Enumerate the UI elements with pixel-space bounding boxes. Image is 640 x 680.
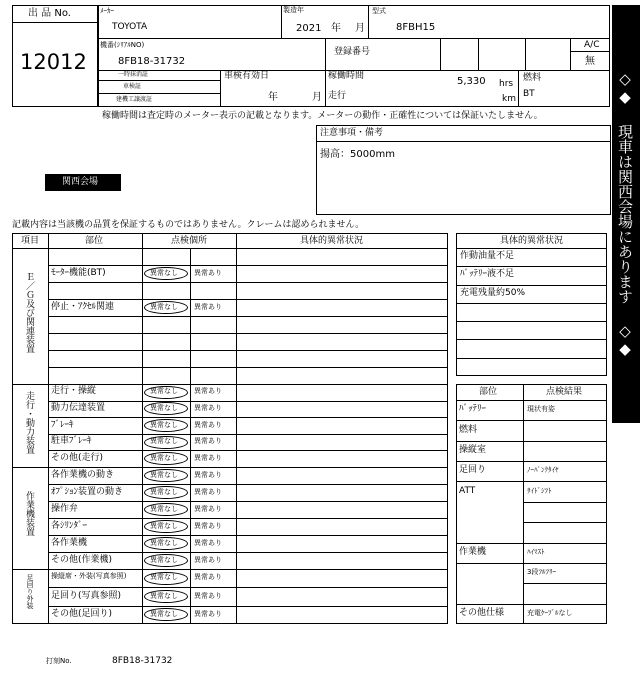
check-ok-option[interactable]: 異常なし bbox=[150, 538, 178, 547]
cert3-label: 建機工譲渡証 bbox=[116, 96, 153, 103]
year-unit: 年 bbox=[331, 23, 341, 34]
result-value: 3段ﾌﾙﾌﾘｰ bbox=[527, 568, 556, 577]
check-ng-option[interactable]: 異常あり bbox=[194, 538, 222, 547]
check-ok-option[interactable]: 異常なし bbox=[150, 437, 178, 446]
travel-label: 走行 bbox=[328, 91, 347, 101]
quality-disclaimer: 記載内容は当該機の品質を保証するものではありません。クレームは認められません。 bbox=[12, 220, 365, 230]
check-ng-option[interactable]: 異常あり bbox=[194, 302, 222, 311]
selected-circle-mark bbox=[144, 486, 188, 499]
detail-row-text: 充電残量約50% bbox=[460, 287, 526, 298]
hours-value: 5,330 bbox=[457, 76, 486, 87]
part-label: 走行・操縦 bbox=[51, 386, 97, 397]
selected-circle-mark bbox=[144, 469, 188, 482]
result-part-label: 足回り bbox=[459, 465, 487, 476]
inspection-label: 車検有効日 bbox=[224, 71, 270, 81]
check-ng-option[interactable]: 異常あり bbox=[194, 453, 222, 462]
part-label: ﾌﾞﾚｰｷ bbox=[51, 419, 74, 430]
right-detail-header: 具体的異常状況 bbox=[500, 236, 564, 246]
result-value: ｻｲﾄﾞｼﾌﾄ bbox=[527, 486, 552, 495]
detail-row-text: ﾊﾞｯﾃﾘｰ液不足 bbox=[460, 269, 515, 280]
result-part-label: 燃料 bbox=[459, 424, 478, 435]
cert2-label: 車検証 bbox=[123, 83, 142, 90]
result-part-label: その他仕様 bbox=[459, 607, 505, 618]
lot-number: 12012 bbox=[20, 50, 87, 74]
part-label: 足回り(写真参照) bbox=[51, 590, 122, 601]
selected-circle-mark bbox=[144, 267, 188, 280]
part-label: ﾓｰﾀｰ機能(BT) bbox=[51, 267, 106, 278]
fuel-value: BT bbox=[523, 89, 535, 99]
hours-label: 稼働時間 bbox=[328, 71, 365, 81]
ac-value: 無 bbox=[585, 56, 595, 67]
check-ok-option[interactable]: 異常なし bbox=[150, 591, 178, 600]
remarks-box bbox=[316, 125, 611, 215]
result-value: ﾉｰﾊﾟﾝｸﾀｲﾔ bbox=[527, 466, 559, 475]
check-ng-option[interactable]: 異常あり bbox=[194, 437, 222, 446]
part-label: その他(走行) bbox=[51, 452, 104, 463]
check-ng-option[interactable]: 異常あり bbox=[194, 487, 222, 496]
part-label: 動力伝達装置 bbox=[51, 402, 106, 413]
check-ng-option[interactable]: 異常あり bbox=[194, 591, 222, 600]
side-banner-text: ◇◆ 現車は関西会場にあります ◇◆ bbox=[616, 70, 634, 358]
check-ok-option[interactable]: 異常なし bbox=[150, 387, 178, 396]
selected-circle-mark bbox=[144, 419, 188, 432]
remarks-value: 揚高：5000mm bbox=[320, 149, 395, 160]
check-ok-option[interactable]: 異常なし bbox=[150, 521, 178, 530]
hours-unit: hrs bbox=[499, 79, 514, 89]
month-unit: 月 bbox=[355, 23, 365, 34]
result-part-label: 作業機 bbox=[459, 546, 487, 557]
check-ng-option[interactable]: 異常あり bbox=[194, 573, 222, 582]
header-check: 点検個所 bbox=[171, 236, 208, 246]
part-label: 各作業機 bbox=[51, 537, 88, 548]
selected-circle-mark bbox=[144, 572, 188, 585]
group-work-label: 作業機装置 bbox=[24, 491, 34, 536]
selected-circle-mark bbox=[144, 520, 188, 533]
part-label: 操作弁 bbox=[51, 503, 79, 514]
part-label: その他(作業機) bbox=[51, 554, 113, 565]
check-ng-option[interactable]: 異常あり bbox=[194, 609, 222, 618]
part-label: 各作業機の動き bbox=[51, 469, 115, 480]
selected-circle-mark bbox=[144, 301, 188, 314]
selected-circle-mark bbox=[144, 554, 188, 567]
check-ok-option[interactable]: 異常なし bbox=[150, 555, 178, 564]
selected-circle-mark bbox=[144, 503, 188, 516]
check-ng-option[interactable]: 異常あり bbox=[194, 555, 222, 564]
check-ok-option[interactable]: 異常なし bbox=[150, 487, 178, 496]
fuel-label: 燃料 bbox=[523, 73, 542, 83]
result-value: ﾊｲﾏｽﾄ bbox=[527, 547, 545, 556]
check-ok-option[interactable]: 異常なし bbox=[150, 573, 178, 582]
header-part: 部位 bbox=[85, 236, 104, 246]
part-label: その他(足回り) bbox=[51, 608, 113, 619]
selected-circle-mark bbox=[144, 386, 188, 399]
part-label: 停止・ｱｸｾﾙ関連 bbox=[51, 301, 115, 312]
model-label: 型式 bbox=[372, 7, 386, 15]
check-ok-option[interactable]: 異常なし bbox=[150, 470, 178, 479]
check-ok-option[interactable]: 異常なし bbox=[150, 403, 178, 412]
venue-badge-label: 関西会場 bbox=[62, 177, 99, 187]
maker-label: ﾒｰｶｰ bbox=[100, 7, 114, 15]
check-ng-option[interactable]: 異常あり bbox=[194, 387, 222, 396]
check-ok-option[interactable]: 異常なし bbox=[150, 504, 178, 513]
check-ng-option[interactable]: 異常あり bbox=[194, 504, 222, 513]
header-item: 項目 bbox=[21, 236, 40, 246]
selected-circle-mark bbox=[144, 537, 188, 550]
selected-circle-mark bbox=[144, 436, 188, 449]
check-ng-option[interactable]: 異常あり bbox=[194, 521, 222, 530]
result-part-label: 操縦室 bbox=[459, 444, 487, 455]
check-ok-option[interactable]: 異常なし bbox=[150, 453, 178, 462]
inspection-month-unit: 月 bbox=[312, 92, 322, 103]
header-detail: 具体的異常状況 bbox=[300, 236, 364, 246]
check-ok-option[interactable]: 異常なし bbox=[150, 609, 178, 618]
check-ok-option[interactable]: 異常なし bbox=[150, 268, 178, 277]
year-value: 2021 bbox=[296, 23, 322, 34]
result-value: 充電ｹｰﾌﾞﾙなし bbox=[527, 608, 573, 617]
check-ng-option[interactable]: 異常あり bbox=[194, 268, 222, 277]
selected-circle-mark bbox=[144, 590, 188, 603]
result-part-label: ﾊﾞｯﾃﾘｰ bbox=[459, 404, 487, 415]
travel-unit: km bbox=[502, 94, 516, 104]
ac-label: A/C bbox=[584, 40, 600, 50]
inspection-year-unit: 年 bbox=[268, 92, 278, 103]
serial-value: 8FB18-31732 bbox=[118, 56, 186, 67]
detail-row-text: 作動油量不足 bbox=[460, 251, 515, 262]
result-value: 現状有姿 bbox=[527, 405, 555, 414]
results-header-result: 点検結果 bbox=[546, 387, 583, 397]
group-undercarriage-label: 足回り外装 bbox=[26, 574, 34, 609]
hours-disclaimer: 稼働時間は査定時のメーター表示の記載となります。メーターの動作・正確性については保証いたしません。 bbox=[102, 111, 543, 121]
part-label: 駐車ﾌﾞﾚｰｷ bbox=[51, 436, 92, 447]
model-value: 8FBH15 bbox=[396, 22, 436, 33]
maker-value: TOYOTA bbox=[112, 22, 148, 32]
group-drive-label: 走行・動力装置 bbox=[24, 391, 34, 454]
inspection-table bbox=[12, 233, 448, 624]
part-label: 操縦席・外装(写真参照) bbox=[51, 572, 127, 581]
check-ok-option[interactable]: 異常なし bbox=[150, 302, 178, 311]
part-label: 各ｼﾘﾝﾀﾞｰ bbox=[51, 520, 88, 531]
serial-label: 機番(ｼﾘｱﾙNO) bbox=[100, 41, 145, 49]
stamp-value: 8FB18-31732 bbox=[112, 656, 173, 666]
check-ok-option[interactable]: 異常なし bbox=[150, 420, 178, 429]
result-part-label: ATT bbox=[459, 485, 476, 496]
part-label: ｵﾌﾟｼｮﾝ装置の動き bbox=[51, 486, 124, 497]
lot-label: 出 品 No. bbox=[28, 8, 71, 19]
remarks-label: 注意事項・備考 bbox=[320, 128, 384, 138]
year-label: 製造年 bbox=[283, 6, 304, 14]
check-ng-option[interactable]: 異常あり bbox=[194, 420, 222, 429]
cert1-label: 一時抹消証 bbox=[118, 71, 149, 78]
stamp-label: 打刻No. bbox=[46, 657, 72, 665]
group-engine-label: Ｅ／Ｇ及び関連装置 bbox=[24, 272, 34, 353]
check-ng-option[interactable]: 異常あり bbox=[194, 403, 222, 412]
results-header-part: 部位 bbox=[479, 387, 498, 397]
registration-label: 登録番号 bbox=[334, 47, 371, 57]
check-ng-option[interactable]: 異常あり bbox=[194, 470, 222, 479]
